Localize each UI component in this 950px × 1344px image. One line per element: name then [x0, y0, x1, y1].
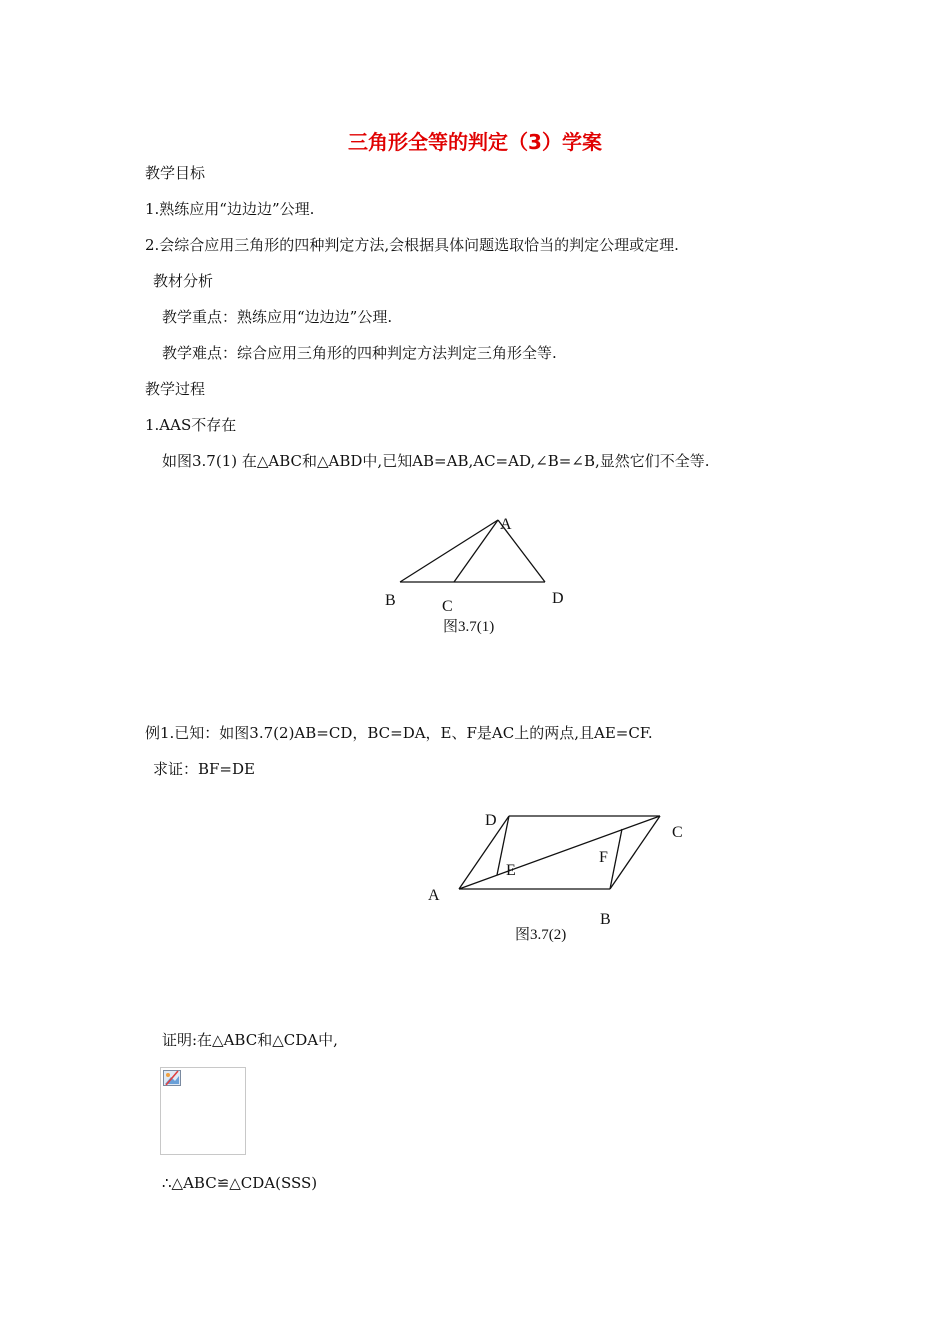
- example-1: 例1.已知：如图3.7(2)AB=CD，BC=DA，E、F是AC上的两点,且AE=CF.: [145, 724, 653, 742]
- key-point: 教学重点：熟练应用“边边边”公理.: [162, 308, 393, 326]
- proof-intro: 证明:在△ABC和△CDA中,: [162, 1031, 338, 1049]
- figure-1-label-c: C: [442, 598, 453, 615]
- figure-1-label-a: A: [500, 516, 512, 533]
- figure-2-label-d: D: [485, 812, 497, 829]
- heading-process: 教学过程: [145, 380, 206, 398]
- difficulty: 教学难点：综合应用三角形的四种判定方法判定三角形全等.: [162, 344, 557, 362]
- figure-1-caption: 图3.7(1): [443, 619, 495, 635]
- broken-image-placeholder: [160, 1067, 246, 1155]
- figure-2-label-a: A: [428, 887, 440, 904]
- step-1-text: 如图3.7(1) 在△ABC和△ABD中,已知AB=AB,AC=AD,∠B=∠B,显然它们不全等.: [162, 452, 710, 470]
- figure-2-label-c: C: [672, 824, 683, 841]
- step-1: 1.AAS不存在: [145, 416, 237, 434]
- goal-1: 1.熟练应用“边边边”公理.: [145, 200, 315, 218]
- heading-goals: 教学目标: [145, 164, 206, 182]
- conclusion: ∴△ABC≌△CDA(SSS): [162, 1174, 318, 1192]
- document-title: 三角形全等的判定（3）学案: [348, 130, 602, 154]
- figure-2-caption: 图3.7(2): [515, 927, 567, 943]
- figure-2-label-f: F: [599, 849, 608, 866]
- heading-analysis: 教材分析: [153, 272, 214, 290]
- figure-1-label-b: B: [385, 592, 396, 609]
- prove-statement: 求证：BF=DE: [153, 760, 255, 778]
- goal-2: 2.会综合应用三角形的四种判定方法,会根据具体问题选取恰当的判定公理或定理.: [145, 236, 679, 254]
- broken-image-icon: [163, 1070, 181, 1086]
- figure-2-label-e: E: [506, 862, 516, 879]
- figure-2-label-b: B: [600, 911, 611, 928]
- figure-1-label-d: D: [552, 590, 564, 607]
